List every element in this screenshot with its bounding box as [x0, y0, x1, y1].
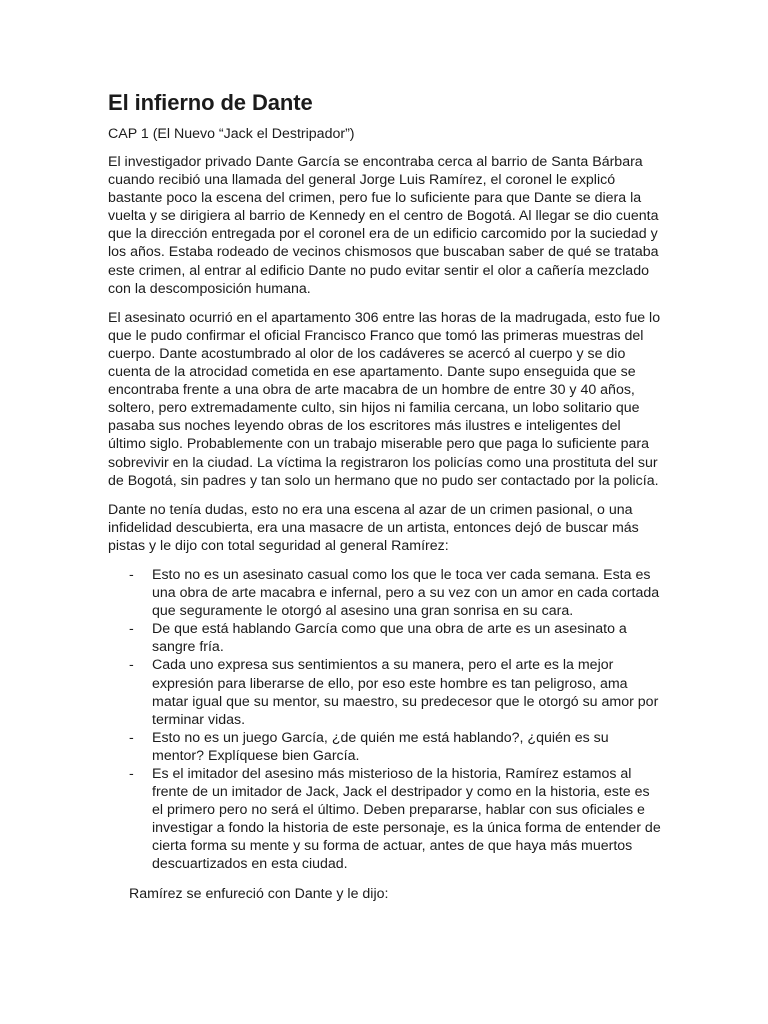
- dialogue-text: Es el imitador del asesino más misterioso de la historia, Ramírez estamos al frente de un imitador de Jack, Jack el destripador y como en la historia, este es el primero pero no será el último. Deben prepararse, hablar con sus oficiales e investigar a fondo la historia de este personaje, es la única forma de entender de cierta forma su mente y su forma de actuar, antes de que haya más muertos descuartizados en esta ciudad.: [152, 766, 661, 873]
- chapter-heading: CAP 1 (El Nuevo “Jack el Destripador”): [108, 126, 355, 142]
- dialogue-dash: -: [129, 621, 134, 638]
- dialogue-text: De que está hablando García como que una obra de arte es un asesinato a sangre fría.: [152, 621, 627, 656]
- dialogue-list: [108, 566, 662, 874]
- paragraph-3: Dante no tenía dudas, esto no era una escena al azar de un crimen pasional, o una infidelidad descubierta, era una masacre de un artista, entonces dejó de buscar más pistas y le dijo con total seguridad al general Ramírez:: [108, 501, 639, 554]
- dialogue-dash: -: [129, 729, 134, 746]
- dialogue-line: [108, 729, 662, 765]
- document-title: El infierno de Dante: [108, 90, 313, 115]
- dialogue-dash: -: [129, 766, 134, 782]
- dialogue-line: [108, 566, 662, 620]
- dialogue-text: Cada uno expresa sus sentimientos a su manera, pero el arte es la mejor expresión para liberarse de ello, por eso este hombre es tan peligroso, ama matar igual que su mentor, su maestro, su predecesor que le otorgó su amor por terminar vidas.: [152, 657, 659, 728]
- dialogue-line: [108, 765, 662, 874]
- dialogue-dash: -: [129, 566, 134, 583]
- closing-line: Ramírez se enfureció con Dante y le dijo:: [129, 885, 389, 902]
- paragraph-1: El investigador privado Dante García se encontraba cerca al barrio de Santa Bárbara cuando recibió una llamada del general Jorge Luis Ramírez, el coronel le explicó bastante poco la escena del crimen, pero fue lo suficiente para que Dante se diera la vuelta y se dirigiera al barrio de Kennedy en el centro de Bogotá. Al llegar se dio cuenta que la dirección entregada por el coronel era de un edificio carcomido por la suciedad y los años. Estaba rodeado de vecinos chismosos que buscaban saber de qué se trataba este crimen, al entrar al edificio Dante no pudo evitar sentir el olor a cañería mezclado con la descomposición humana.: [108, 154, 659, 297]
- dialogue-line: [108, 620, 662, 656]
- paragraph-2: El asesinato ocurrió en el apartamento 306 entre las horas de la madrugada, esto fue lo que le pudo confirmar el oficial Francisco Franco que tomó las primeras muestras del cuerpo. Dante acostumbrado al olor de los cadáveres se acercó al cuerpo y se dio cuenta de la atrocidad cometida en ese apartamento. Dante supo enseguida que se encontraba frente a una obra de arte macabra de un hombre de entre 30 y 40 años, soltero, pero extremadamente culto, sin hijos ni familia cercana, un lobo solitario que pasaba sus noches leyendo obras de los escritores más ilustres e inteligentes del último siglo. Probablemente con un trabajo miserable pero que paga lo suficiente para sobrevivir en la ciudad. La víctima la registraron los policías como una prostituta del sur de Bogotá, sin padres y tan solo un hermano que no pudo ser contactado por la policía.: [108, 309, 661, 489]
- dialogue-line: [108, 656, 662, 728]
- dialogue-text: Esto no es un juego García, ¿de quién me está hablando?, ¿quién es su mentor? Explíquese bien García.: [152, 729, 609, 764]
- dialogue-text: Esto no es un asesinato casual como los que le toca ver cada semana. Esta es una obra de arte macabra e infernal, pero a su vez con un amor en cada cortada que seguramente le otorgó al asesino una gran sonrisa en su cara.: [152, 566, 660, 620]
- dialogue-dash: -: [129, 657, 134, 674]
